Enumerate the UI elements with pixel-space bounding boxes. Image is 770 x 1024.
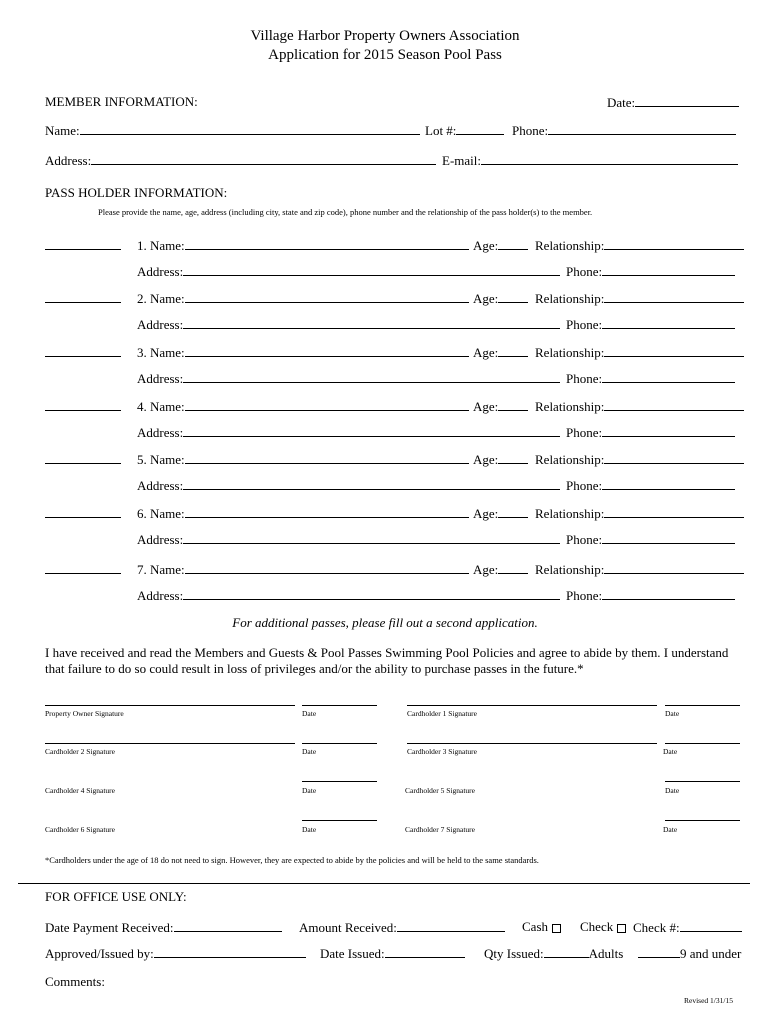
cardholder-7-date-line[interactable]	[665, 820, 740, 821]
address-label: Address:	[45, 153, 92, 168]
cash-checkbox[interactable]	[552, 924, 561, 933]
member-name-field[interactable]	[80, 122, 420, 135]
relationship-label: Relationship:	[535, 291, 605, 306]
age-label: Age:	[473, 506, 499, 521]
cardholder-7-date-label: Date	[663, 825, 678, 834]
cardholder-1-label: Cardholder 1 Signature	[407, 709, 477, 718]
passholder-relationship-row	[535, 344, 744, 361]
under-nine-qty-field[interactable]	[638, 945, 680, 958]
passholder-name-field[interactable]	[185, 237, 469, 250]
passholder-name-row	[137, 398, 469, 415]
passholder-name-row	[137, 290, 469, 307]
age-footnote: *Cardholders under the age of 18 do not need to sign. However, they are expected to abide by the policies and will be held to the same standards.	[45, 855, 539, 865]
approved-label: Approved/Issued by:	[45, 946, 154, 961]
passholder-address-field[interactable]	[183, 424, 560, 437]
passholder-phone-field[interactable]	[602, 587, 735, 600]
date-issued-row	[320, 945, 465, 962]
phone-label: Phone:	[566, 371, 603, 386]
passholder-name-label: 4. Name:	[137, 399, 185, 414]
relationship-label: Relationship:	[535, 452, 605, 467]
address-label: Address:	[137, 425, 184, 440]
email-row	[442, 152, 738, 169]
passholder-relationship-field[interactable]	[604, 290, 744, 303]
passholder-phone-row	[566, 263, 735, 280]
qty-label: Qty Issued:	[484, 946, 544, 961]
amount-row	[299, 919, 505, 936]
passholder-age-field[interactable]	[498, 451, 528, 464]
check-checkbox[interactable]	[617, 924, 626, 933]
relationship-label: Relationship:	[535, 399, 605, 414]
member-name-row	[45, 122, 420, 139]
cardholder-3-signature-line[interactable]	[407, 743, 657, 744]
cardholder-4-date-line[interactable]	[302, 781, 377, 782]
member-section-heading: MEMBER INFORMATION:	[45, 94, 198, 109]
amount-field[interactable]	[397, 919, 505, 932]
age-label: Age:	[473, 452, 499, 467]
cardholder-6-date-label: Date	[302, 825, 317, 834]
check-label: Check	[580, 919, 614, 934]
passholder-relationship-field[interactable]	[604, 451, 744, 464]
passholder-relationship-row	[535, 561, 744, 578]
approved-row	[45, 945, 306, 962]
cardholder-2-date-line[interactable]	[302, 743, 377, 744]
passholder-name-label: 3. Name:	[137, 345, 185, 360]
passholder-phone-field[interactable]	[602, 424, 735, 437]
cash-label: Cash	[522, 919, 548, 934]
passholder-age-row	[473, 290, 528, 307]
address-label: Address:	[137, 317, 184, 332]
date-issued-label: Date Issued:	[320, 946, 385, 961]
cardholder-3-label: Cardholder 3 Signature	[407, 747, 477, 756]
passholder-age-field[interactable]	[498, 344, 528, 357]
age-label: Age:	[473, 345, 499, 360]
cardholder-5-label: Cardholder 5 Signature	[405, 786, 475, 795]
passholder-phone-row	[566, 370, 735, 387]
phone-label: Phone:	[566, 425, 603, 440]
passholder-instructions: Please provide the name, age, address (including city, state and zip code), phone number and the relationship of the pass holder(s) to the member.	[98, 207, 593, 217]
office-section-heading: FOR OFFICE USE ONLY:	[45, 889, 187, 904]
cardholder-2-label: Cardholder 2 Signature	[45, 747, 115, 756]
cardholder-4-label: Cardholder 4 Signature	[45, 786, 115, 795]
relationship-label: Relationship:	[535, 345, 605, 360]
lot-label: Lot #:	[425, 123, 457, 138]
check-number-row	[633, 919, 742, 936]
passholder-section-heading: PASS HOLDER INFORMATION:	[45, 185, 228, 200]
passholder-age-field[interactable]	[498, 505, 528, 518]
phone-label: Phone:	[566, 264, 603, 279]
cardholder-3-date-line[interactable]	[665, 743, 740, 744]
cardholder-5-date-line[interactable]	[665, 781, 740, 782]
passholder-address-row	[137, 477, 560, 494]
phone-label: Phone:	[512, 123, 549, 138]
comments-label: Comments:	[45, 974, 105, 989]
email-field[interactable]	[481, 152, 738, 165]
age-label: Age:	[473, 399, 499, 414]
passholder-phone-row	[566, 477, 735, 494]
passholder-phone-field[interactable]	[602, 316, 735, 329]
passholder-age-field[interactable]	[498, 237, 528, 250]
cardholder-4-date-label: Date	[302, 786, 317, 795]
check-option[interactable]	[580, 919, 626, 935]
under-nine-row	[638, 945, 741, 962]
revision-note: Revised 1/31/15	[684, 996, 733, 1005]
passholder-address-row	[137, 531, 560, 548]
passholder-initial-line[interactable]	[45, 249, 121, 250]
member-phone-field[interactable]	[548, 122, 736, 135]
address-label: Address:	[137, 264, 184, 279]
passholder-name-row	[137, 451, 469, 468]
phone-label: Phone:	[566, 532, 603, 547]
passholder-address-row	[137, 370, 560, 387]
passholder-age-row	[473, 237, 528, 254]
member-address-field[interactable]	[91, 152, 436, 165]
adults-label: Adults	[588, 946, 624, 961]
cardholder-6-date-line[interactable]	[302, 820, 377, 821]
passholder-phone-field[interactable]	[602, 531, 735, 544]
date-label: Date:	[607, 95, 636, 110]
phone-label: Phone:	[566, 478, 603, 493]
cardholder-7-label: Cardholder 7 Signature	[405, 825, 475, 834]
passholder-initial-line[interactable]	[45, 410, 121, 411]
cardholder-3-date-label: Date	[663, 747, 678, 756]
passholder-name-row	[137, 505, 469, 522]
passholder-relationship-row	[535, 398, 744, 415]
passholder-address-row	[137, 424, 560, 441]
phone-label: Phone:	[566, 317, 603, 332]
member-date-field[interactable]	[635, 94, 739, 107]
passholder-relationship-field[interactable]	[604, 237, 744, 250]
passholder-phone-row	[566, 424, 735, 441]
passholder-name-label: 6. Name:	[137, 506, 185, 521]
cardholder-6-label: Cardholder 6 Signature	[45, 825, 115, 834]
member-date-row	[607, 94, 739, 111]
amount-label: Amount Received:	[299, 920, 397, 935]
passholder-name-label: 1. Name:	[137, 238, 185, 253]
relationship-label: Relationship:	[535, 562, 605, 577]
under-nine-label: 9 and under	[680, 946, 742, 961]
passholder-name-field[interactable]	[185, 398, 469, 411]
passholder-name-field[interactable]	[185, 505, 469, 518]
member-phone-row	[512, 122, 736, 139]
lot-field[interactable]	[456, 122, 504, 135]
passholder-name-row	[137, 344, 469, 361]
passholder-age-field[interactable]	[498, 290, 528, 303]
passholder-relationship-row	[535, 451, 744, 468]
passholder-relationship-row	[535, 505, 744, 522]
passholder-address-field[interactable]	[183, 477, 560, 490]
name-label: Name:	[45, 123, 80, 138]
lot-row	[425, 122, 504, 139]
age-label: Age:	[473, 291, 499, 306]
address-label: Address:	[137, 532, 184, 547]
passholder-relationship-row	[535, 290, 744, 307]
passholder-address-field[interactable]	[183, 531, 560, 544]
passholder-address-row	[137, 587, 560, 604]
relationship-label: Relationship:	[535, 506, 605, 521]
form-title: Application for 2015 Season Pool Pass	[268, 47, 502, 63]
passholder-phone-row	[566, 316, 735, 333]
address-label: Address:	[137, 371, 184, 386]
address-label: Address:	[137, 478, 184, 493]
relationship-label: Relationship:	[535, 238, 605, 253]
passholder-initial-line[interactable]	[45, 517, 121, 518]
passholder-initial-line[interactable]	[45, 302, 121, 303]
passholder-age-row	[473, 505, 528, 522]
passholder-initial-line[interactable]	[45, 463, 121, 464]
additional-passes-note: For additional passes, please fill out a second application.	[232, 615, 538, 630]
passholder-initial-line[interactable]	[45, 573, 121, 574]
organization-title: Village Harbor Property Owners Association	[250, 28, 520, 44]
passholder-age-row	[473, 344, 528, 361]
passholder-relationship-field[interactable]	[604, 561, 744, 574]
passholder-name-label: 7. Name:	[137, 562, 185, 577]
check-number-label: Check #:	[633, 920, 680, 935]
owner-date-label: Date	[302, 709, 317, 718]
passholder-name-field[interactable]	[185, 290, 469, 303]
passholder-address-field[interactable]	[183, 370, 560, 383]
cardholder-2-date-label: Date	[302, 747, 317, 756]
member-address-row	[45, 152, 436, 169]
passholder-initial-line[interactable]	[45, 356, 121, 357]
payment-date-field[interactable]	[174, 919, 282, 932]
passholder-phone-field[interactable]	[602, 477, 735, 490]
passholder-age-field[interactable]	[498, 398, 528, 411]
age-label: Age:	[473, 238, 499, 253]
passholder-phone-row	[566, 531, 735, 548]
cardholder-2-signature-line[interactable]	[45, 743, 295, 744]
passholder-name-label: 5. Name:	[137, 452, 185, 467]
passholder-name-label: 2. Name:	[137, 291, 185, 306]
cardholder-5-date-label: Date	[665, 786, 680, 795]
passholder-address-field[interactable]	[183, 263, 560, 276]
passholder-age-field[interactable]	[498, 561, 528, 574]
passholder-name-row	[137, 237, 469, 254]
qty-row	[484, 945, 623, 962]
passholder-name-field[interactable]	[185, 451, 469, 464]
office-divider	[18, 883, 750, 884]
passholder-name-field[interactable]	[185, 344, 469, 357]
passholder-name-field[interactable]	[185, 561, 469, 574]
passholder-relationship-field[interactable]	[604, 398, 744, 411]
age-label: Age:	[473, 562, 499, 577]
agreement-text: I have received and read the Members and Guests & Pool Passes Swimming Pool Policies and agree to abide by them. I understand that failure to do so could result in loss of privileges and/or the ability to purchase passes in the future.*	[45, 645, 729, 676]
check-number-field[interactable]	[680, 919, 742, 932]
payment-date-row	[45, 919, 282, 936]
passholder-relationship-field[interactable]	[604, 344, 744, 357]
owner-signature-line[interactable]	[45, 705, 295, 706]
passholder-name-row	[137, 561, 469, 578]
passholder-age-row	[473, 561, 528, 578]
passholder-relationship-field[interactable]	[604, 505, 744, 518]
passholder-address-row	[137, 316, 560, 333]
date-issued-field[interactable]	[385, 945, 465, 958]
passholder-age-row	[473, 451, 528, 468]
passholder-phone-row	[566, 587, 735, 604]
phone-label: Phone:	[566, 588, 603, 603]
adults-qty-field[interactable]	[544, 945, 589, 958]
cash-option[interactable]	[522, 919, 561, 935]
passholder-address-field[interactable]	[183, 587, 560, 600]
passholder-phone-field[interactable]	[602, 370, 735, 383]
passholder-address-row	[137, 263, 560, 280]
email-label: E-mail:	[442, 153, 481, 168]
cardholder-1-date-line[interactable]	[665, 705, 740, 706]
passholder-age-row	[473, 398, 528, 415]
owner-signature-label: Property Owner Signature	[45, 709, 124, 718]
address-label: Address:	[137, 588, 184, 603]
passholder-address-field[interactable]	[183, 316, 560, 329]
payment-date-label: Date Payment Received:	[45, 920, 174, 935]
cardholder-1-signature-line[interactable]	[407, 705, 657, 706]
passholder-relationship-row	[535, 237, 744, 254]
owner-date-line[interactable]	[302, 705, 377, 706]
cardholder-1-date-label: Date	[665, 709, 680, 718]
approved-field[interactable]	[154, 945, 306, 958]
passholder-phone-field[interactable]	[602, 263, 735, 276]
